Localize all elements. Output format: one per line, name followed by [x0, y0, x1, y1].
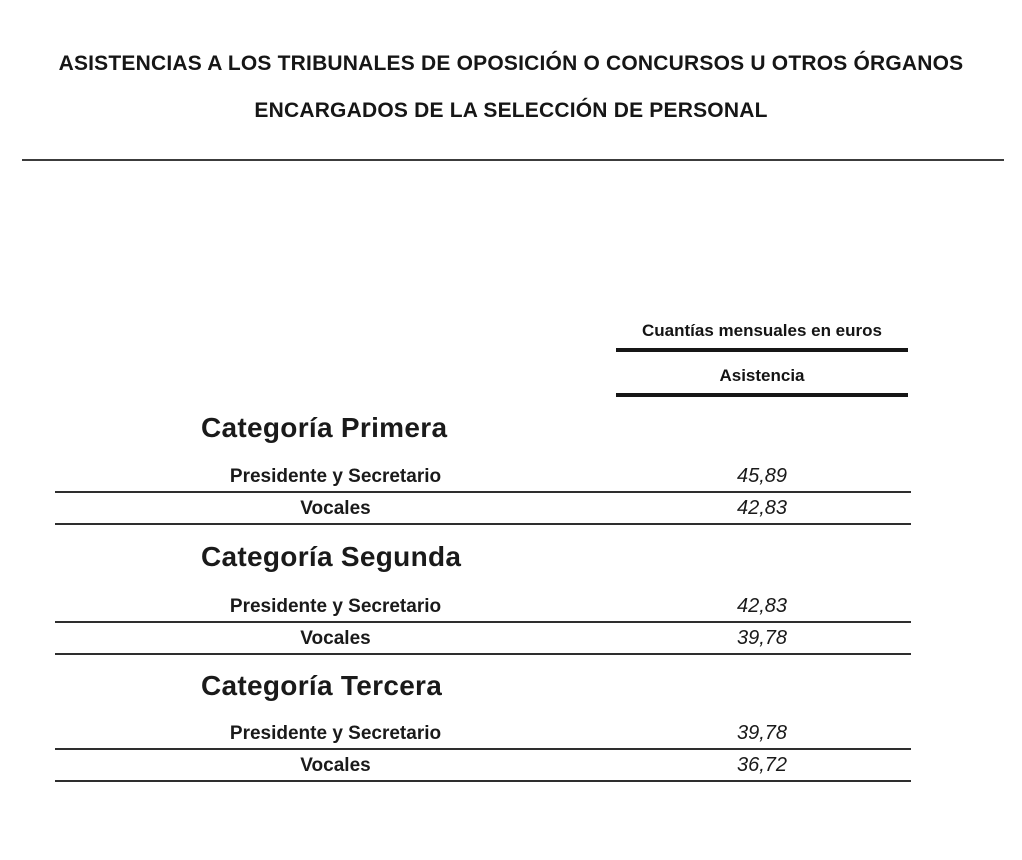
row-value: 45,89	[736, 465, 788, 487]
row-value: 42,83	[736, 497, 788, 519]
document-title	[0, 40, 1022, 134]
section-heading-primera: Categoría Primera	[201, 412, 448, 443]
header-group-label: Cuantías mensuales en euros	[616, 321, 908, 352]
row-label: Vocales	[300, 755, 371, 776]
table-row	[55, 752, 911, 782]
horizontal-rule	[22, 159, 1004, 161]
title-line-2: ENCARGADOS DE LA SELECCIÓN DE PERSONAL	[254, 99, 768, 122]
row-value: 42,83	[736, 595, 788, 617]
row-value: 39,78	[736, 722, 788, 744]
row-label: Presidente y Secretario	[229, 723, 442, 744]
row-label: Vocales	[300, 498, 371, 519]
row-value: 36,72	[736, 754, 788, 776]
table-row	[55, 592, 911, 623]
title-line-1: ASISTENCIAS A LOS TRIBUNALES DE OPOSICIÓN O CONCURSOS U OTROS ÓRGANOS	[58, 52, 964, 75]
row-label: Presidente y Secretario	[229, 466, 442, 487]
section-heading-tercera: Categoría Tercera	[201, 670, 443, 701]
section-heading-segunda: Categoría Segunda	[201, 541, 462, 572]
row-value: 39,78	[736, 627, 788, 649]
column-header-asistencia: Asistencia	[616, 366, 908, 397]
table-row	[55, 495, 911, 525]
row-label: Vocales	[300, 628, 371, 649]
table-row	[55, 719, 911, 750]
row-label: Presidente y Secretario	[229, 596, 442, 617]
table-row	[55, 462, 911, 493]
table-row	[55, 625, 911, 655]
